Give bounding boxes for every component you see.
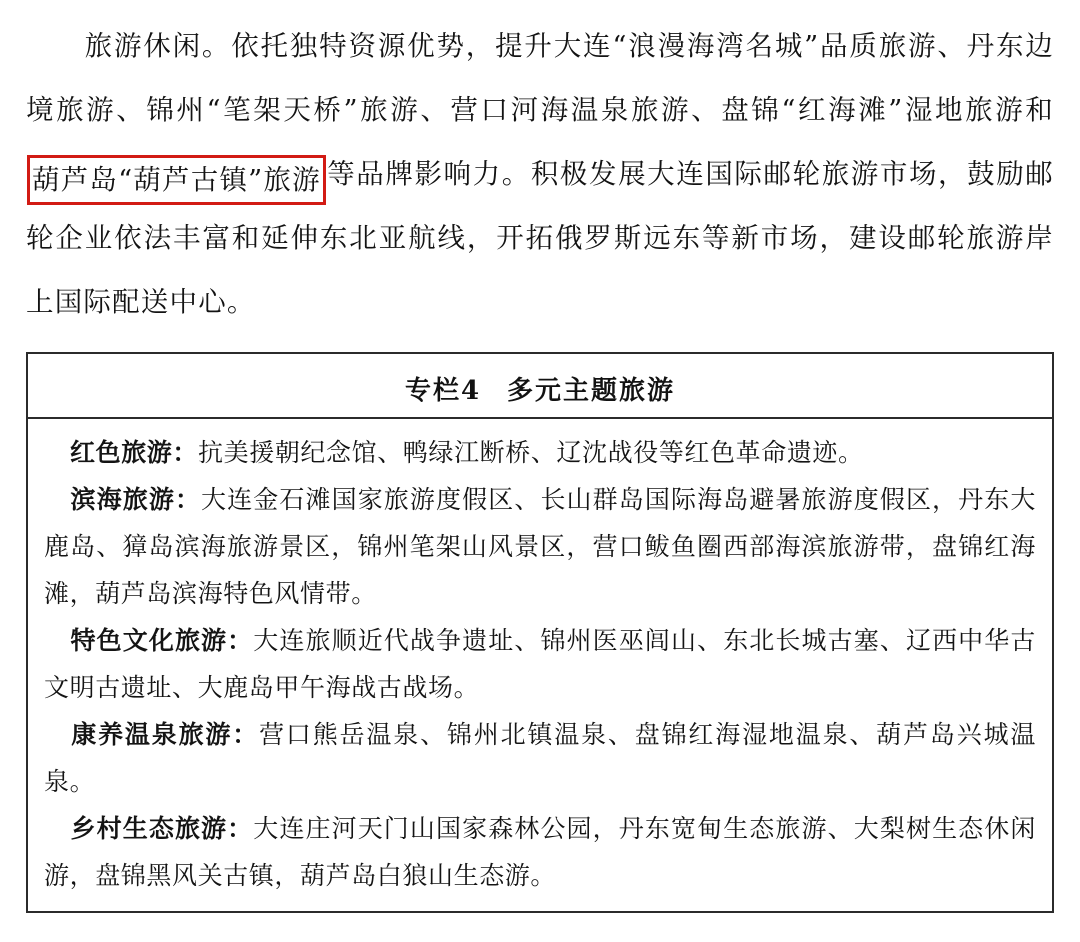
highlighted-phrase: 葫芦岛“葫芦古镇”旅游 <box>27 155 326 205</box>
entry-content: 营口熊岳温泉、锦州北镇温泉、盘锦红海湿地温泉、葫芦岛兴城温泉。 <box>44 720 1037 796</box>
column-title <box>44 364 1036 417</box>
entry-content: 抗美援朝纪念馆、鸭绿江断桥、辽沈战役等红色革命遗迹。 <box>198 438 864 467</box>
entry-content: 大连金石滩国家旅游度假区、长山群岛国际海岛避暑旅游度假区，丹东大鹿岛、獐岛滨海旅游景区，锦州笔架山风景区，营口鲅鱼圈西部海滨旅游带，盘锦红海滩，葫芦岛滨海特色风情带。 <box>44 485 1036 608</box>
column-entry <box>44 617 1036 711</box>
entry-label: 特色文化旅游： <box>70 626 254 655</box>
entry-label: 乡村生态旅游： <box>70 814 254 843</box>
column-entry <box>44 476 1036 617</box>
column-title-text: 多元主题旅游 <box>507 376 676 406</box>
column-box <box>26 352 1054 913</box>
column-divider <box>28 417 1052 419</box>
column-title-number: 专栏4 <box>404 376 482 406</box>
paragraph-segment-1: 旅游休闲。依托独特资源优势，提升大连“浪漫海湾名城”品质旅游、丹东边境旅游、锦州“笔架天桥”旅游、营口河海温泉旅游、盘锦“红海滩”湿地旅游和 <box>26 30 1054 126</box>
column-entry <box>44 429 1036 476</box>
body-paragraph <box>26 14 1054 334</box>
paragraph-segment-2: 等品牌影响力。积极发展大连国际邮轮旅游市场，鼓励邮轮企业依法丰富和延伸东北亚航线，开拓俄罗斯远东等新市场，建设邮轮旅游岸上国际配送中心。 <box>26 158 1054 318</box>
entry-label: 滨海旅游： <box>70 485 202 514</box>
entry-content: 大连庄河天门山国家森林公园，丹东宽甸生态旅游、大梨树生态休闲游，盘锦黑风关古镇，葫芦岛白狼山生态游。 <box>44 814 1036 890</box>
column-entry <box>44 711 1036 805</box>
entry-content: 大连旅顺近代战争遗址、锦州医巫闾山、东北长城古塞、辽西中华古文明古遗址、大鹿岛甲午海战古战场。 <box>44 626 1036 702</box>
entry-label: 康养温泉旅游： <box>70 720 260 749</box>
entry-label: 红色旅游： <box>70 438 199 467</box>
column-entry <box>44 805 1036 899</box>
